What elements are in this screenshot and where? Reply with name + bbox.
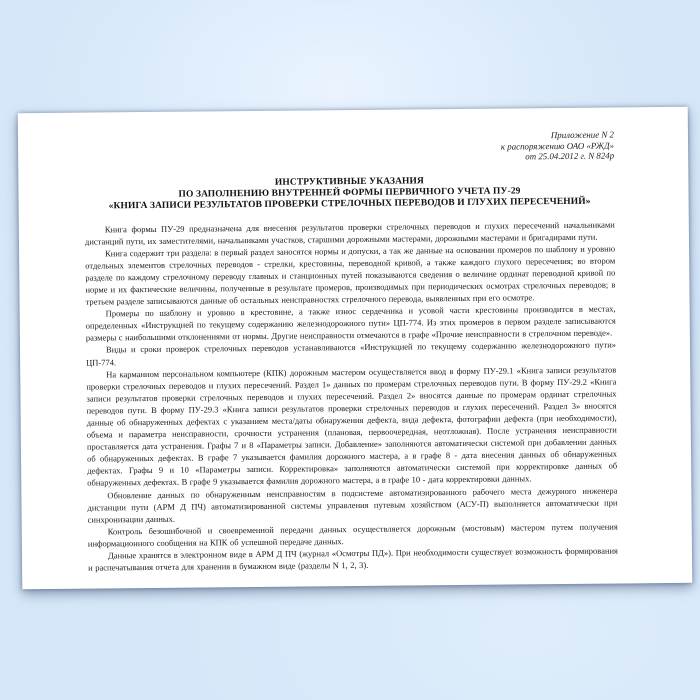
paragraph: Контроль безошибочной и своевременной передачи данных осуществляется дорожным (мостовым) мастером путем получения информационного сообщения на КПК об успешной передаче данных. <box>87 521 618 549</box>
paragraph: Обновление данных по обнаруженным неисправностям в подсистеме автоматизированного рабочего места дежурного инженера дистанции пути (АРМ Д ПЧ) автоматизированной системы управления путевым хозяйством (АСУ-П) выполняется автоматически при синхронизации данных. <box>87 485 618 525</box>
paragraph: Виды и сроки проверок стрелочных переводов устанавливаются «Инструкцией по текущему содержанию железнодорожного пути» ЦП-774. <box>86 339 617 368</box>
appendix-line-3: от 25.04.2012 г. N 824р <box>525 150 615 162</box>
paragraph: На карманном персональном компьютере (КПК) дорожным мастером осуществляется ввод в форму ПУ-29.1 «Книга записи результатов проверки стрелочных переводов и глухих пересечений. Раздел 1» данных по промерам стрелочных переводов пути. В форму ПУ-29.2 «Книга записи результатов проверки стрелочных переводов и глухих пересечений. Раздел 2» вносятся данные по промерам ординат стрелочных переводов пути. В форму ПУ-29.3 «Книга записи результатов проверки стрелочных переводов и глухих пересечений. Раздел 3» вносятся данные об обнаруженных дефектах с указанием места/даты обнаружения дефекта, вида дефекта, фотографии дефекта (при необходимости), объема и параметра неисправности, срочности устранения (плановая, первоочередная, неотложная). После устранения неисправности проставляется дата устранения. Графы 7 и 8 «Параметры записи. Добавление» заполняются автоматически системой при добавлении данных об обнаруженных дефектах. В графе 7 указывается фамилия дорожного мастера, а в графе 8 - дата внесения данных об обнаруженных дефектах. Графы 9 и 10 «Параметры записи. Корректировка» заполняются автоматически системой при корректировке данных об обнаруженных дефектах. В графе 9 указывается фамилия дорожного мастера, а в графе 10 - дата корректировки данных. <box>86 364 618 489</box>
appendix-line-1: Приложение N 2 <box>550 129 615 141</box>
paragraph: Книга содержит три раздела: в первый раздел заносятся нормы и допуски, а так же данные на основании промеров по шаблону и уровню отдельных элементов стрелочных переводов - стрелки, крестовины, переводной кривой, а также каждого глухого пересечения; во втором разделе по каждому стрелочному переводу главных и станционных путей показываются сведения о величине ординат переводной кривой по норме и их фактические величины, полученные в результате промеров, производимых при периодических осмотрах стрелочных переводов; в третьем разделе записываются данные об остальных неисправностях стрелочного перевода, выявленных при его осмотре. <box>85 243 616 307</box>
paragraph: Данные хранятся в электронном виде в АРМ Д ПЧ (журнал «Осмотры ПД»). При необходимости существует возможность формирования и распечатывания отчета для хранения в бумажном виде (разделы N 1, 2, 3). <box>88 545 619 573</box>
paragraph: Промеры по шаблону и уровню в крестовине, а также износ сердечника и усовой части крестовины производится в местах, определенных «Инструкцией по текущему содержанию железнодорожного пути» ЦП-774. Из этих промеров в первом разделе записываются размеры с наибольшими отклонениями от нормы. Другие неисправности отмечаются в графе «Прочие неисправности в стрелочном переводе». <box>85 303 616 343</box>
appendix-line-2: к распоряжению ОАО «РЖД» <box>500 140 615 152</box>
appendix-note <box>84 130 614 167</box>
paragraph: Книга формы ПУ-29 предназначена для внесения результатов проверки стрелочных переводов и глухих пересечений начальниками дистанций пути, их заместителями, начальниками участков, старшими дорожными мастерами, дорожными мастерами и бригадирами пути. <box>84 219 615 247</box>
document-title-line-3: «КНИГА ЗАПИСИ РЕЗУЛЬТАТОВ ПРОВЕРКИ СТРЕЛОЧНЫХ ПЕРЕВОДОВ И ГЛУХИХ ПЕРЕСЕЧЕНИЙ» <box>108 196 591 211</box>
document-title-line-1: ИНСТРУКТИВНЫЕ УКАЗАНИЯ <box>274 176 424 188</box>
document-title <box>84 174 614 212</box>
document-page <box>18 107 693 589</box>
document-title-line-2: ПО ЗАПОЛНЕНИЮ ВНУТРЕННЕЙ ФОРМЫ ПЕРВИЧНОГО УЧЕТА ПУ-29 <box>178 186 521 200</box>
document-body <box>85 218 618 574</box>
